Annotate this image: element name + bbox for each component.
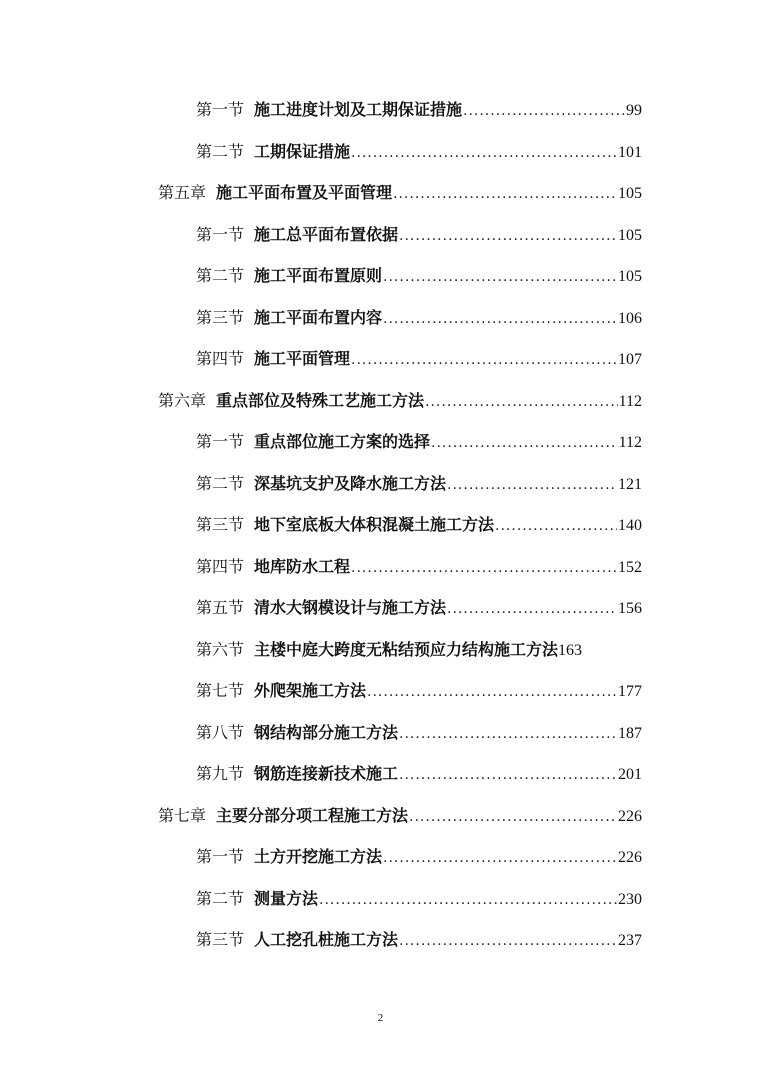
toc-leader-dots xyxy=(351,142,617,164)
toc-entry-title: 外爬架施工方法 xyxy=(254,681,367,700)
toc-entry-title: 土方开挖施工方法 xyxy=(254,847,383,866)
toc-entry-number: 第一节 xyxy=(196,847,245,866)
toc-entry-title: 深基坑支护及降水施工方法 xyxy=(254,474,447,493)
toc-leader-dots xyxy=(447,598,617,620)
toc-entry-number: 第六节 xyxy=(196,640,245,659)
toc-entry-title: 清水大钢模设计与施工方法 xyxy=(254,598,447,617)
toc-leader-dots xyxy=(431,432,618,454)
toc-entry[interactable] xyxy=(196,99,642,122)
toc-leader-dots xyxy=(383,308,617,330)
toc-entry-number: 第七章 xyxy=(158,806,207,825)
toc-entry-number: 第三节 xyxy=(196,930,245,949)
toc-entry-title: 施工进度计划及工期保证措施 xyxy=(254,100,463,119)
toc-leader-dots xyxy=(425,391,618,413)
toc-entry-title: 测量方法 xyxy=(254,889,319,908)
toc-entry-page: 99 xyxy=(626,102,642,119)
toc-leader-dots xyxy=(383,266,617,288)
toc-entry-title: 钢结构部分施工方法 xyxy=(254,723,399,742)
toc-entry-title: 地下室底板大体积混凝土施工方法 xyxy=(254,515,495,534)
toc-entry-number: 第五章 xyxy=(158,183,207,202)
toc-entry-page: 106 xyxy=(618,310,642,327)
toc-entry[interactable] xyxy=(196,888,642,911)
toc-entry-page: 105 xyxy=(618,185,642,202)
toc-entry-page: 156 xyxy=(618,600,642,617)
toc-entry-title: 施工平面布置原则 xyxy=(254,266,383,285)
toc-entry-number: 第八节 xyxy=(196,723,245,742)
toc-leader-dots xyxy=(393,183,617,205)
toc-entry-number: 第六章 xyxy=(158,391,207,410)
toc-leader-dots xyxy=(351,349,617,371)
toc-entry[interactable] xyxy=(196,556,642,579)
toc-entry-number: 第一节 xyxy=(196,225,245,244)
toc-leader-dots xyxy=(319,889,617,911)
toc-entry[interactable] xyxy=(196,514,642,537)
toc-entry[interactable] xyxy=(196,473,642,496)
toc-entry[interactable] xyxy=(196,224,642,247)
toc-entry-title: 钢筋连接新技术施工 xyxy=(254,764,399,783)
toc-entry-title: 施工平面管理 xyxy=(254,349,351,368)
toc-entry[interactable] xyxy=(196,929,642,952)
toc-leader-dots xyxy=(447,474,617,496)
toc-entry-number: 第七节 xyxy=(196,681,245,700)
toc-entry-title: 施工平面布置内容 xyxy=(254,308,383,327)
toc-leader-dots xyxy=(367,681,617,703)
toc-leader-dots xyxy=(399,225,617,247)
toc-entry-page: 140 xyxy=(618,517,642,534)
toc-entry[interactable] xyxy=(196,348,642,371)
toc-entry-number: 第一节 xyxy=(196,432,245,451)
toc-entry-number: 第一节 xyxy=(196,100,245,119)
toc-entry-page: 112 xyxy=(618,434,642,451)
toc-entry[interactable] xyxy=(196,763,642,786)
page-number: 2 xyxy=(377,1012,384,1024)
toc-entry-page: 163 xyxy=(558,642,583,659)
toc-entry[interactable] xyxy=(158,182,642,205)
toc-entry-page: 237 xyxy=(618,932,642,949)
toc-entry-number: 第三节 xyxy=(196,308,245,327)
toc-entry-page: 121 xyxy=(618,476,642,493)
toc-entry-page: 107 xyxy=(618,351,642,368)
toc-entry-title: 施工总平面布置依据 xyxy=(254,225,399,244)
toc-entry-number: 第四节 xyxy=(196,557,245,576)
toc-entry-number: 第二节 xyxy=(196,266,245,285)
toc-entry-number: 第五节 xyxy=(196,598,245,617)
toc-entry-number: 第二节 xyxy=(196,474,245,493)
toc-entry-page: 187 xyxy=(618,725,642,742)
toc-leader-dots xyxy=(495,515,617,537)
toc-entry-page: 226 xyxy=(618,849,642,866)
toc-entry-title: 地库防水工程 xyxy=(254,557,351,576)
toc-entry[interactable] xyxy=(196,846,642,869)
toc-entry[interactable] xyxy=(158,805,642,828)
toc-entry-page: 177 xyxy=(618,683,642,700)
toc-entry[interactable] xyxy=(196,141,642,164)
toc-entry-page: 112 xyxy=(618,393,642,410)
toc-entry-page: 105 xyxy=(618,227,642,244)
toc-entry-page: 105 xyxy=(618,268,642,285)
toc-entry[interactable] xyxy=(196,307,642,330)
toc-leader-dots xyxy=(399,930,617,952)
toc-entry[interactable] xyxy=(196,597,642,620)
toc-entry-page: 230 xyxy=(618,891,642,908)
toc-entry[interactable] xyxy=(158,390,642,413)
toc-entry-number: 第二节 xyxy=(196,142,245,161)
toc-entry-number: 第九节 xyxy=(196,764,245,783)
toc-entry-number: 第三节 xyxy=(196,515,245,534)
toc-entry-title: 工期保证措施 xyxy=(254,142,351,161)
toc-entry-page: 152 xyxy=(618,559,642,576)
toc-entry-number: 第二节 xyxy=(196,889,245,908)
toc-entry[interactable] xyxy=(196,431,642,454)
toc-entry-number: 第四节 xyxy=(196,349,245,368)
toc-entry-title: 主要分部分项工程施工方法 xyxy=(216,806,409,825)
toc-leader-dots xyxy=(409,806,617,828)
toc-leader-dots xyxy=(351,557,617,579)
toc-entry[interactable] xyxy=(196,722,642,745)
toc-leader-dots xyxy=(399,764,617,786)
toc-entry-page: 226 xyxy=(618,808,642,825)
toc-entry[interactable] xyxy=(196,639,642,662)
toc-entry-page: 201 xyxy=(618,766,642,783)
toc-entry[interactable] xyxy=(196,265,642,288)
toc-leader-dots xyxy=(383,847,617,869)
toc-entry-title: 主楼中庭大跨度无粘结预应力结构施工方法 xyxy=(254,640,559,659)
toc-entry-title: 人工挖孔桩施工方法 xyxy=(254,930,399,949)
toc-entry-page: 101 xyxy=(618,144,642,161)
toc-leader-dots xyxy=(399,723,617,745)
toc-entry-title: 施工平面布置及平面管理 xyxy=(216,183,393,202)
toc-entry-title: 重点部位及特殊工艺施工方法 xyxy=(216,391,425,410)
toc-leader-dots xyxy=(463,100,625,122)
toc-entry-title: 重点部位施工方案的选择 xyxy=(254,432,431,451)
toc-entry[interactable] xyxy=(196,680,642,703)
